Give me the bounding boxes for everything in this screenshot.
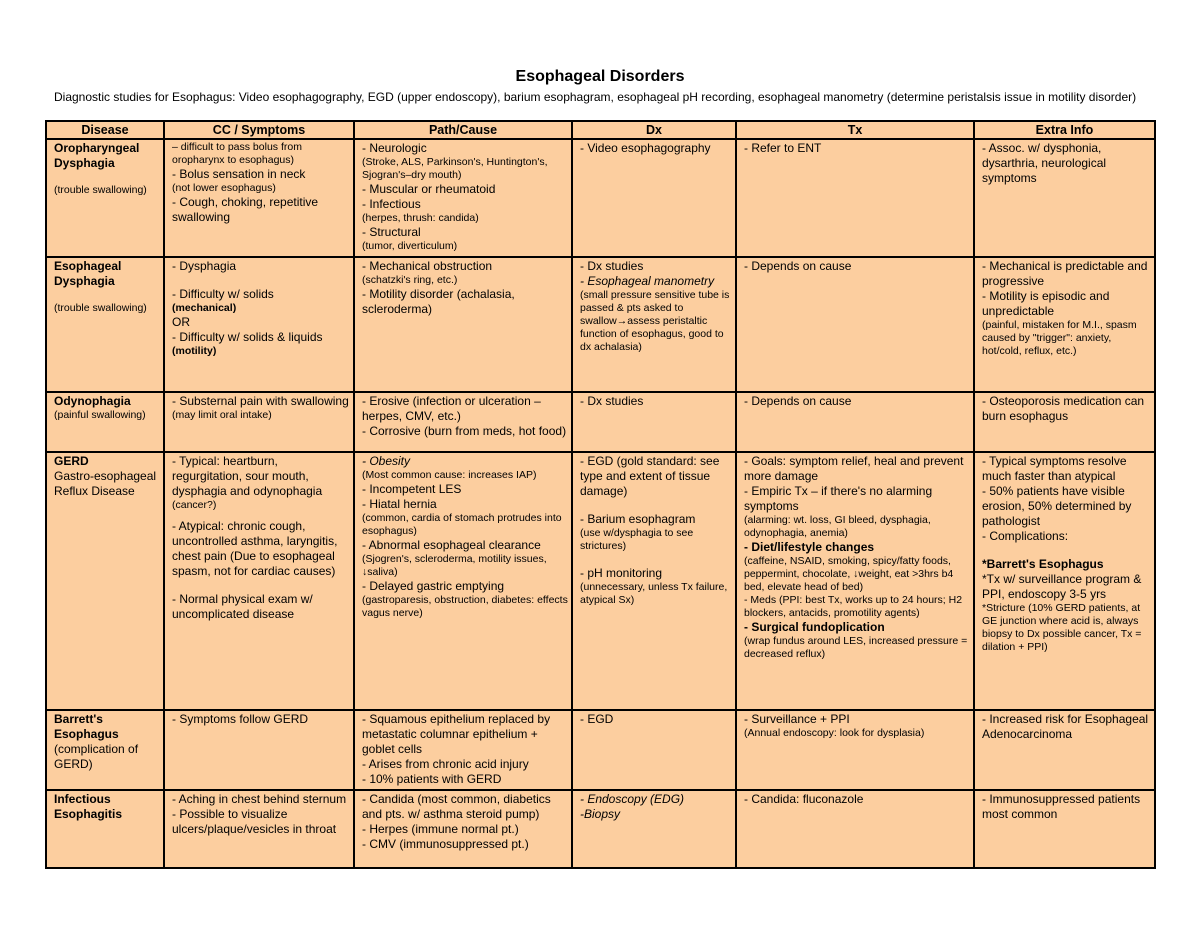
cell-line: Barrett's Esophagus <box>54 712 119 741</box>
header-disease: Disease <box>46 121 164 139</box>
cell-line: - Arises from chronic acid injury <box>362 757 529 771</box>
cell-line: - Possible to visualize ulcers/plaque/vesicles in throat <box>172 807 337 836</box>
cell-line: - Dysphagia <box>172 259 237 273</box>
cell-line: - Normal physical exam w/ uncomplicated disease <box>172 592 313 621</box>
symptoms-cell <box>164 452 354 710</box>
cell-line: - Atypical: chronic cough, uncontrolled asthma, laryngitis, chest pain (Due to esophageal spasm, not for cardiac causes) <box>172 519 338 578</box>
table-row <box>46 139 1155 257</box>
cell-line: - EGD (gold standard: see type and extent of tissue damage) <box>580 454 720 498</box>
cell-line: Gastro-esophageal Reflux Disease <box>54 469 157 498</box>
cell-line: - Abnormal esophageal clearance <box>362 538 541 552</box>
cell-line: (Stroke, ALS, Parkinson's, Huntington's, Sjogran's–dry mouth) <box>362 156 548 181</box>
cell-line: - Complications: <box>982 529 1069 543</box>
cell-line: (complication of GERD) <box>54 742 139 771</box>
cell-line: (alarming: wt. loss, GI bleed, dysphagia, odynophagia, anemia) <box>744 514 931 539</box>
cell-line: - Surveillance + PPI <box>744 712 850 726</box>
cell-line: - Neurologic <box>362 141 427 155</box>
symptoms-cell <box>164 139 354 257</box>
cell-line: - Mechanical obstruction <box>362 259 493 273</box>
table-row <box>46 392 1155 452</box>
cell-line: - Barium esophagram <box>580 512 696 526</box>
cell-line: - Diet/lifestyle changes <box>744 540 875 554</box>
cell-line: (painful, mistaken for M.I., spasm caused by "trigger": anxiety, hot/cold, reflux, etc.) <box>982 319 1137 357</box>
cell-line: - Assoc. w/ dysphonia, dysarthria, neurological symptoms <box>982 141 1107 185</box>
tx-cell <box>736 139 974 257</box>
cell-line: (wrap fundus around LES, increased pressure = decreased reflux) <box>744 635 968 660</box>
cell-line: (mechanical) <box>172 302 237 314</box>
cell-line: - Cough, choking, repetitive swallowing <box>172 195 319 224</box>
tx-cell <box>736 710 974 790</box>
cell-line: Oropharyngeal Dysphagia <box>54 141 140 170</box>
cell-line: - Corrosive (burn from meds, hot food) <box>362 424 567 438</box>
cell-line: - Meds (PPI: best Tx, works up to 24 hours; H2 blockers, antacids, promotility agents) <box>744 594 963 619</box>
disease-cell <box>46 710 164 790</box>
cell-line: (not lower esophagus) <box>172 182 276 194</box>
header-row <box>46 121 1155 139</box>
cell-line: - Depends on cause <box>744 394 852 408</box>
header-tx: Tx <box>736 121 974 139</box>
path-cause-cell <box>354 257 572 392</box>
cell-line: - Empiric Tx – if there's no alarming symptoms <box>744 484 933 513</box>
cell-line: - Squamous epithelium replaced by metastatic columnar epithelium + goblet cells <box>362 712 551 756</box>
dx-cell <box>572 139 736 257</box>
cell-line: GERD <box>54 454 89 468</box>
tx-cell <box>736 790 974 868</box>
cell-line: - EGD <box>580 712 614 726</box>
extra-info-cell <box>974 257 1155 392</box>
path-cause-cell <box>354 392 572 452</box>
dx-cell <box>572 452 736 710</box>
path-cause-cell <box>354 790 572 868</box>
cell-line: (use w/dysphagia to see strictures) <box>580 527 694 552</box>
cell-line: - Delayed gastric emptying <box>362 579 505 593</box>
cell-line: - Candida: fluconazole <box>744 792 864 806</box>
cell-line: (motility) <box>172 345 217 357</box>
cell-line: (may limit oral intake) <box>172 409 272 421</box>
cell-line: - Refer to ENT <box>744 141 822 155</box>
cell-line: – difficult to pass bolus from oropharynx to esophagus) <box>172 141 302 166</box>
cell-line: *Tx w/ surveillance program & PPI, endoscopy 3-5 yrs <box>982 572 1142 601</box>
cell-line: (tumor, diverticulum) <box>362 240 458 252</box>
cell-line: - Typical: heartburn, regurgitation, sour mouth, dysphagia and odynophagia <box>172 454 323 498</box>
cell-line: (small pressure sensitive tube is passed & pts asked to swallow→assess peristaltic function of esophagus, good to dx achalasia) <box>580 289 730 353</box>
cell-line: - Dx studies <box>580 394 644 408</box>
cell-line: (Sjogren's, scleroderma, motility issues, ↓saliva) <box>362 553 547 578</box>
cell-line: (caffeine, NSAID, smoking, spicy/fatty foods, peppermint, chocolate, ↓weight, eat >3hrs b4 bed, elevate head of bed) <box>744 555 954 593</box>
cell-line: - 10% patients with GERD <box>362 772 502 786</box>
cell-line: - Hiatal hernia <box>362 497 437 511</box>
cell-line: - Bolus sensation in neck <box>172 167 306 181</box>
cell-line: - Erosive (infection or ulceration – herpes, CMV, etc.) <box>362 394 541 423</box>
dx-cell <box>572 257 736 392</box>
disease-cell <box>46 139 164 257</box>
disease-cell <box>46 452 164 710</box>
cell-line: (Most common cause: increases IAP) <box>362 469 537 481</box>
cell-line: (herpes, thrush: candida) <box>362 212 479 224</box>
disorders-table <box>45 120 1156 869</box>
header-symptoms: CC / Symptoms <box>164 121 354 139</box>
symptoms-cell <box>164 257 354 392</box>
cell-line: - Incompetent LES <box>362 482 462 496</box>
cell-line: (gastroparesis, obstruction, diabetes: effects vagus nerve) <box>362 594 568 619</box>
cell-line: (common, cardia of stomach protrudes into esophagus) <box>362 512 562 537</box>
extra-info-cell <box>974 790 1155 868</box>
cell-line: - Immunosuppressed patients most common <box>982 792 1141 821</box>
tx-cell <box>736 452 974 710</box>
page-title: Esophageal Disorders <box>515 68 685 85</box>
cell-line: - 50% patients have visible erosion, 50% determined by pathologist <box>982 484 1132 528</box>
table-body <box>46 139 1155 868</box>
cell-line: - Goals: symptom relief, heal and prevent more damage <box>744 454 964 483</box>
cell-line: -Biopsy <box>580 807 621 821</box>
path-cause-cell <box>354 452 572 710</box>
cell-line: - Difficulty w/ solids <box>172 287 274 301</box>
cell-line: (cancer?) <box>172 499 217 511</box>
cell-line: (Annual endoscopy: look for dysplasia) <box>744 727 925 739</box>
cell-line: (unnecessary, unless Tx failure, atypical Sx) <box>580 581 728 606</box>
extra-info-cell <box>974 139 1155 257</box>
cell-line: - Endoscopy (EDG) <box>580 792 685 806</box>
dx-cell <box>572 790 736 868</box>
extra-info-cell <box>974 710 1155 790</box>
header-extra-info: Extra Info <box>974 121 1155 139</box>
page-subtitle: Diagnostic studies for Esophagus: Video esophagography, EGD (upper endoscopy), barium esophagram, esophageal pH recording, esophageal manometry (determine peristalsis issue in motility disorder) <box>54 90 1137 104</box>
cell-line: OR <box>172 315 190 329</box>
cell-line: - Typical symptoms resolve much faster than atypical <box>982 454 1127 483</box>
cell-line: - Candida (most common, diabetics and pts. w/ asthma steroid pump) <box>362 792 551 821</box>
cell-line: - Motility disorder (achalasia, scleroderma) <box>362 287 515 316</box>
disease-cell <box>46 392 164 452</box>
cell-line: - Difficulty w/ solids & liquids <box>172 330 323 344</box>
header-path-cause: Path/Cause <box>354 121 572 139</box>
extra-info-cell <box>974 392 1155 452</box>
cell-line: - Increased risk for Esophageal Adenocarcinoma <box>982 712 1149 741</box>
disease-cell <box>46 257 164 392</box>
table-row <box>46 452 1155 710</box>
cell-line: - Video esophagography <box>580 141 711 155</box>
cell-line: (trouble swallowing) <box>54 184 147 196</box>
cell-line: - Esophageal manometry <box>580 274 715 288</box>
dx-cell <box>572 392 736 452</box>
cell-line: - CMV (immunosuppressed pt.) <box>362 837 529 851</box>
symptoms-cell <box>164 710 354 790</box>
cell-line: - Substernal pain with swallowing <box>172 394 349 408</box>
disease-cell <box>46 790 164 868</box>
cell-line: - Surgical fundoplication <box>744 620 885 634</box>
cell-line: Odynophagia <box>54 394 131 408</box>
cell-line: (painful swallowing) <box>54 409 146 421</box>
cell-line: - Depends on cause <box>744 259 852 273</box>
cell-line: - Motility is episodic and unpredictable <box>982 289 1110 318</box>
cell-line: *Barrett's Esophagus <box>982 557 1104 571</box>
table-row <box>46 257 1155 392</box>
tx-cell <box>736 392 974 452</box>
cell-line: Esophageal Dysphagia <box>54 259 122 288</box>
cell-line: - Osteoporosis medication can burn esophagus <box>982 394 1145 423</box>
cell-line: - Infectious <box>362 197 421 211</box>
cell-line: - Herpes (immune normal pt.) <box>362 822 519 836</box>
symptoms-cell <box>164 790 354 868</box>
cell-line: - Muscular or rheumatoid <box>362 182 496 196</box>
path-cause-cell <box>354 139 572 257</box>
tx-cell <box>736 257 974 392</box>
symptoms-cell <box>164 392 354 452</box>
cell-line: (trouble swallowing) <box>54 302 147 314</box>
cell-line: - Obesity <box>362 454 411 468</box>
cell-line: Infectious Esophagitis <box>54 792 123 821</box>
cell-line: - Structural <box>362 225 421 239</box>
header-dx: Dx <box>572 121 736 139</box>
cell-line: - pH monitoring <box>580 566 663 580</box>
dx-cell <box>572 710 736 790</box>
extra-info-cell <box>974 452 1155 710</box>
cell-line: - Dx studies <box>580 259 644 273</box>
table-row <box>46 710 1155 790</box>
cell-line: (schatzki's ring, etc.) <box>362 274 458 286</box>
cell-line: - Aching in chest behind sternum <box>172 792 347 806</box>
cell-line: - Symptoms follow GERD <box>172 712 309 726</box>
table-row <box>46 790 1155 868</box>
cell-line: *Stricture (10% GERD patients, at GE junction where acid is, always biopsy to Dx possible cancer, Tx = dilation + PPI) <box>982 602 1142 653</box>
path-cause-cell <box>354 710 572 790</box>
cell-line: - Mechanical is predictable and progressive <box>982 259 1148 288</box>
